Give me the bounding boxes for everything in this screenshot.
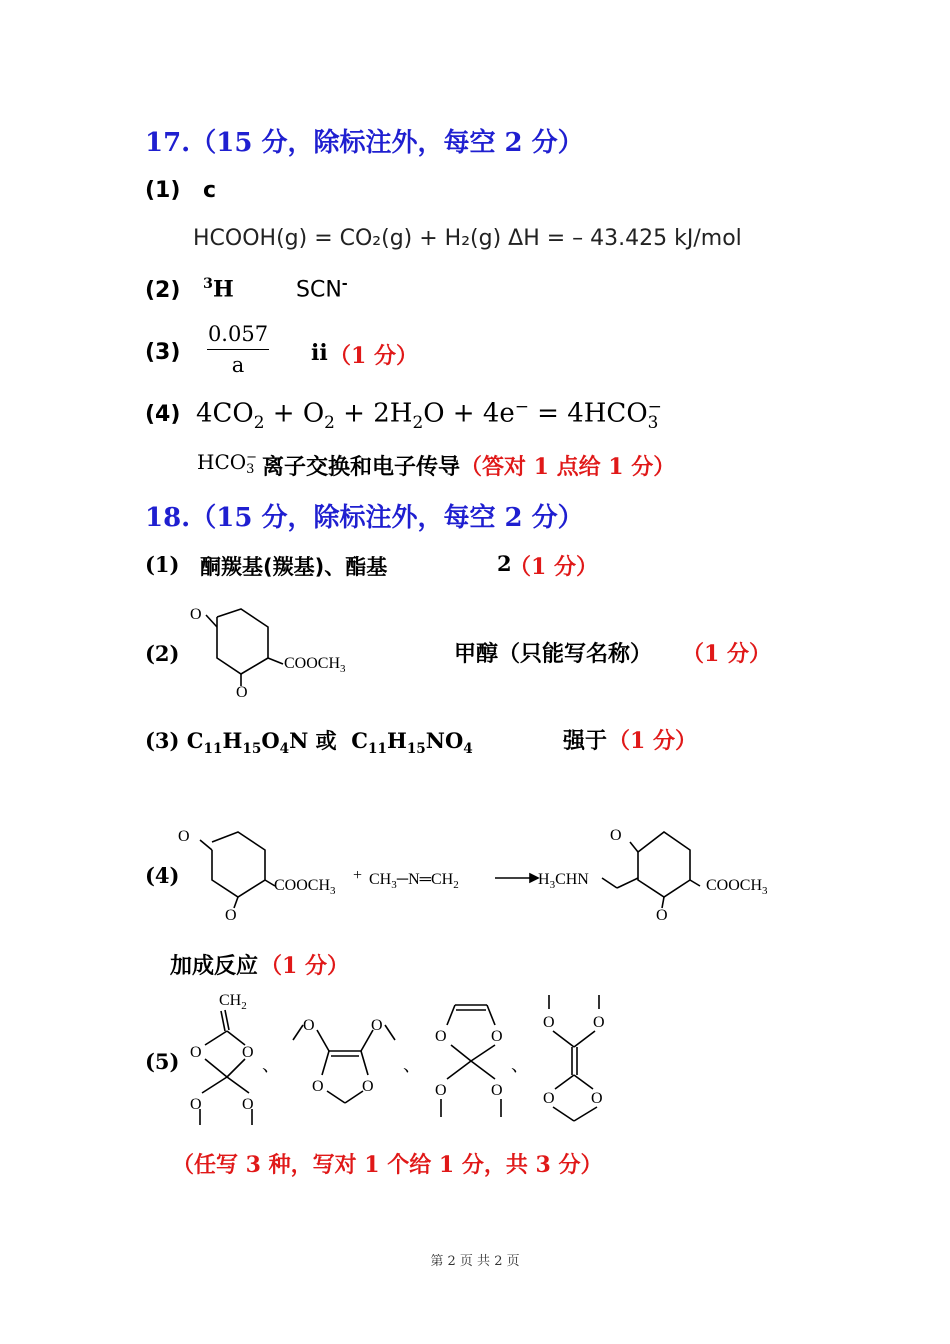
q18-part2-structure <box>185 596 375 700</box>
q17-part1-label: (1) <box>145 178 181 203</box>
fraction-denominator: a <box>231 353 245 377</box>
q18-part5-label: (5) <box>145 1049 180 1074</box>
q17-part3-fraction <box>207 322 269 377</box>
q18-part5-note: （任写 3 种，写对 1 个给 1 分，共 3 分） <box>172 1152 603 1178</box>
q17-part3-label: (3) <box>145 340 181 365</box>
atom-o: O <box>543 1014 555 1031</box>
q17-part4-equation: $4CO_2 + O_2 + 2H_2O + 4e^- = 4HCO$ − 3 <box>196 396 662 432</box>
page-footer: 第 2 页 共 2 页 <box>430 1254 520 1269</box>
atom-o: O <box>371 1017 383 1034</box>
atom-o: O <box>190 606 202 623</box>
atom-o: O <box>593 1014 605 1031</box>
q18-part2-score: （1 分） <box>682 641 771 667</box>
atom-o: O <box>362 1078 374 1095</box>
q18-header: 18.（15 分，除标注外，每空 2 分） <box>145 503 584 533</box>
methylene-group: $CH_2$ <box>219 992 247 1012</box>
q17-part1-equation: HCOOH(g) = CO₂(g) + H₂(g) ΔH = – 43.425 kJ/mol <box>193 226 742 251</box>
ester-group: $COOCH_3$ <box>274 877 336 897</box>
q18-part4-reaction <box>170 818 800 928</box>
q18-part1-answer2: 2 <box>497 551 512 576</box>
atom-o: O <box>190 1044 202 1061</box>
q18-part4-score: （1 分） <box>260 953 349 979</box>
atom-o: O <box>543 1090 555 1107</box>
q18-part2-label: (2) <box>145 641 180 666</box>
q17-part4-text: 离子交换和电子传导 <box>262 455 461 480</box>
q17-part4-score: （答对 1 点给 1 分） <box>460 454 676 480</box>
q18-part2-answer: 甲醇（只能写名称） <box>454 642 653 667</box>
atom-o: O <box>656 907 668 924</box>
q18-part5-structures <box>185 985 625 1135</box>
q17-part2-tritium: $^3$H <box>203 276 234 303</box>
q17-part3-score: （1 分） <box>329 343 418 369</box>
atom-o: O <box>303 1017 315 1034</box>
atom-o: O <box>435 1082 447 1099</box>
methylamino-group: $H_3CHN$ <box>538 871 589 891</box>
ester-group: $COOCH_3$ <box>706 877 768 897</box>
q17-part3-answer: ii <box>311 340 328 366</box>
atom-o: O <box>190 1096 202 1113</box>
atom-o: O <box>491 1082 503 1099</box>
q17-part1-answer: c <box>203 178 217 203</box>
q17-part4-label: (4) <box>145 402 181 427</box>
atom-o: O <box>236 684 248 700</box>
atom-o: O <box>242 1044 254 1061</box>
fraction-numerator: 0.057 <box>207 322 269 350</box>
q18-part3-score: （1 分） <box>608 728 697 754</box>
atom-o: O <box>591 1090 603 1107</box>
q18-part3-answer2: 强于 <box>563 729 608 754</box>
plus-sign: + <box>353 867 363 884</box>
ester-group: $COOCH_3$ <box>284 655 346 675</box>
q17-header: 17.（15 分，除标注外，每空 2 分） <box>145 128 584 158</box>
q18-part1-answer: 酮羰基(羰基)、酯基 <box>200 555 388 579</box>
separator: 、 <box>511 1055 529 1075</box>
atom-o: O <box>225 907 237 924</box>
q17-part4-ion: HCO − 3 <box>197 449 258 477</box>
atom-o: O <box>312 1078 324 1095</box>
q17-part2-scn: SCN- <box>296 276 348 303</box>
atom-o: O <box>610 827 622 844</box>
q18-part4-label: (4) <box>145 863 180 888</box>
q18-part1-label: (1) <box>145 552 180 577</box>
separator: 、 <box>403 1055 421 1075</box>
q18-part4-reaction-type: 加成反应 <box>170 954 259 979</box>
atom-o: O <box>178 828 190 845</box>
q17-part2-label: (2) <box>145 278 181 303</box>
q18-part3-formulas: (3) $C_{11}H_{15}O_4N$ 或 $C_{11}H_{15}NO_4$ <box>145 728 473 758</box>
atom-o: O <box>242 1096 254 1113</box>
imine-reagent: $CH_3─N═CH_2$ <box>369 871 459 891</box>
separator: 、 <box>262 1055 280 1075</box>
q18-part1-score: （1 分） <box>509 554 598 580</box>
atom-o: O <box>491 1028 503 1045</box>
atom-o: O <box>435 1028 447 1045</box>
